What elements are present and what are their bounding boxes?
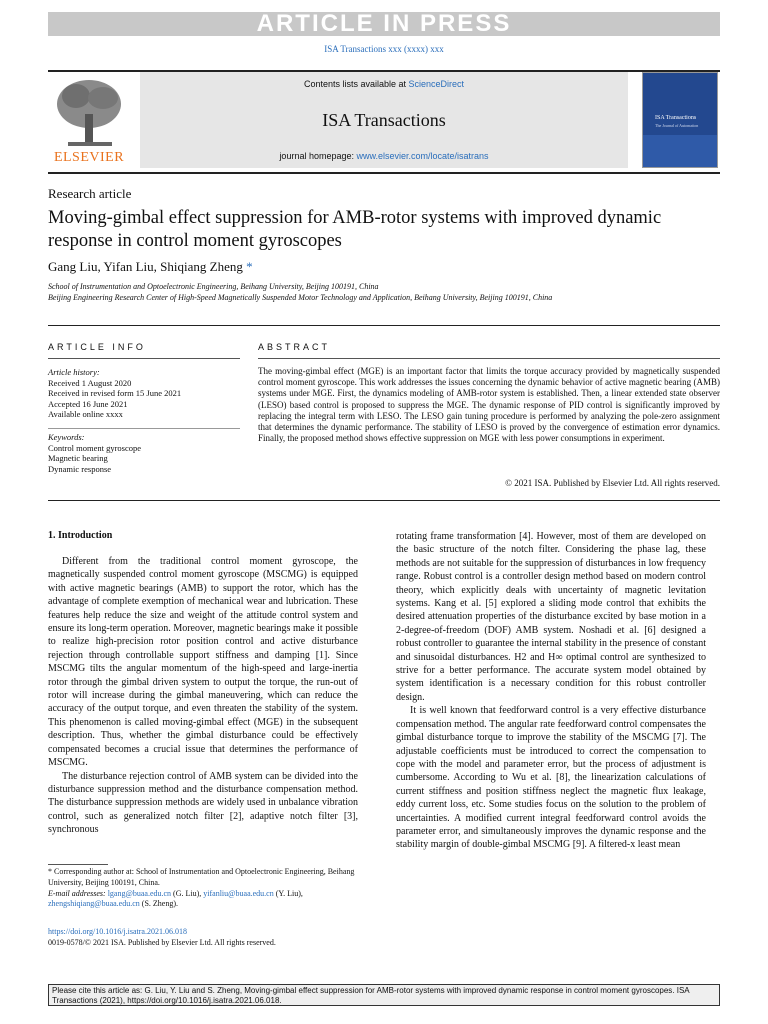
article-info-rule [48, 358, 240, 359]
contents-prefix: Contents lists available at [303, 79, 409, 89]
right-paragraph-2: It is well known that feedforward control is a very effective disturbance compensation method. The angular rate feedforward control compensates the gimbal disturbance torque to improve the stability of the MSCMG [7]. The adjustable coefficients must be introduced to correct the compensation to cope with the model and parameter error, but the process of adjustment is cumbersome. According to Wu et al. [8], the linearization calculations of current stiffness and position stiffness neglect the magnetic flux leakage, eddy current loss, etc. Some studies focus on the solution to the problem of uncertainties. A modified current integral feedforward control avoids the parameter error, and simultaneously improves the dynamic response and the stability margin of double-gimbal MSCMG [9]. A filtered-x least mean [396, 705, 706, 851]
keywords-block [48, 432, 240, 474]
right-paragraph-1: rotating frame transformation [4]. However, most of them are developed on the basic structure of the notch filter. Considering the phase lag, these methods are not suitable for the suppression of disturbances in low frequency range. Robust control is a controller design method based on modern control theory, which explicitly deals with uncertainty of magnetic levitation systems. Kang et al. [5] explored a sliding mode control that exhibits the desired attenuation properties of the disturbance excited by base motion in a 2-degree-of-freedom (DOF) AMB system. Noshadi et al. [6] designed a robust controller to guarantee the internal stability in the presence of constant and sinusoidal disturbances. H2 and H∞ optimal control are synthesized to strive for a better performance. The accurate system model obtained by system identification is a necessary condition for this robust controller design. [396, 531, 706, 703]
corresponding-author-mark[interactable]: * [246, 259, 253, 274]
abstract-divider [48, 500, 720, 501]
email-link-1[interactable]: lgang@buaa.edu.cn [107, 888, 172, 898]
cover-subtitle: The Journal of Automation [655, 123, 699, 128]
header-bottom-rule [48, 172, 720, 174]
online-date: Available online xxxx [48, 409, 123, 419]
article-title: Moving-gimbal effect suppression for AMB-rotor systems with improved dynamic response in control moment gyroscopes [48, 208, 662, 251]
journal-homepage-link[interactable]: www.elsevier.com/locate/isatrans [356, 151, 489, 161]
intro-paragraph-2: The disturbance rejection control of AMB system can be divided into the disturbance suppression method and the disturbance compensation method. The disturbance suppression methods are widely used in unbalance vibration control, such as generalized notch filter [2], adaptive notch filter [3], synchronous [48, 770, 358, 836]
doi-block [48, 926, 276, 948]
article-history [48, 367, 240, 420]
journal-reference-link[interactable]: ISA Transactions xxx (xxxx) xxx [324, 44, 444, 54]
contents-line [140, 79, 628, 89]
intro-paragraph-1: Different from the traditional control moment gyroscope, the magnetically suspended control moment gyroscope (MSCMG) is equipped with active magnetic bearings (AMB) to support the rotor, which has the advantage of complete exemption of mechanical wear and lubrication. These features help reduce the size and weight of the attitude control system and ensure its long-term operation. Moreover, magnetic bearings make it possible to realize high-precision rotor position control and active disturbance rejection through controllable support stiffness and damping [1]. Since MSCMG tilts the angular momentum of the high-speed and large-inertia rotor through the gimbal driven system to output the torque, the run-out of rotor will increase during the gimbal maneuvering, which can reduce the accuracy of the output torque, and even threaten the stability of the system. This phenomenon is called moving-gimbal effect (MGE) in the subsequent description. Thus, whether the gimbal disturbance could be effectively compensated becomes a crucial issue that determines the performance of MSCMG. [48, 556, 358, 769]
right-column [396, 530, 706, 852]
homepage-line [140, 151, 628, 161]
keyword-1: Control moment gyroscope [48, 442, 142, 453]
email-name-3: (S. Zheng). [141, 899, 178, 909]
issn-line: 0019-0578/© 2021 ISA. Published by Elsevier Ltd. All rights reserved. [48, 938, 276, 947]
publisher-name: ELSEVIER [53, 150, 125, 165]
article-info-heading: ARTICLE INFO [48, 342, 146, 352]
article-type: Research article [48, 186, 132, 201]
affiliations [48, 281, 720, 303]
email-name-1: (G. Liu), [173, 888, 202, 898]
article-in-press-banner: ARTICLE IN PRESS [48, 12, 720, 36]
revised-date: Received in revised form 15 June 2021 [48, 388, 182, 398]
footnote [48, 867, 358, 910]
abstract-copyright: © 2021 ISA. Published by Elsevier Ltd. All rights reserved. [505, 478, 720, 488]
journal-title: ISA Transactions [322, 110, 446, 130]
corresponding-author-note: * Corresponding author at: School of Instrumentation and Optoelectronic Engineering, Beihang University, Beijing 100191, China. [48, 867, 355, 887]
keyword-2: Magnetic bearing [48, 453, 108, 463]
email-link-3[interactable]: zhengshiqiang@buaa.edu.cn [48, 899, 140, 909]
affiliation-1: School of Instrumentation and Optoelectronic Engineering, Beihang University, Beijing 100191, China [48, 282, 379, 291]
doi-link[interactable]: https://doi.org/10.1016/j.isatra.2021.06.018 [48, 927, 187, 936]
history-label: Article history: [48, 367, 100, 377]
keywords-label: Keywords: [48, 432, 85, 442]
email-line [48, 889, 358, 911]
info-separator [48, 428, 240, 429]
received-date: Received 1 August 2020 [48, 377, 132, 388]
cover-band [643, 135, 718, 168]
email-link-2[interactable]: yifanliu@buaa.edu.cn [203, 888, 274, 898]
title-divider [48, 325, 720, 326]
cover-title: ISA Transactions [655, 115, 697, 121]
abstract-rule [258, 358, 720, 359]
sciencedirect-link[interactable]: ScienceDirect [408, 79, 465, 89]
introduction-heading: 1. Introduction [48, 530, 113, 541]
authors-text: Gang Liu, Yifan Liu, Shiqiang Zheng [48, 259, 243, 274]
journal-cover-image [642, 72, 718, 168]
left-column [48, 555, 358, 837]
homepage-prefix: journal homepage: [279, 151, 357, 161]
abstract-heading: ABSTRACT [258, 342, 331, 352]
author-list [48, 259, 253, 275]
affiliation-2: Beijing Engineering Research Center of High-Speed Magnetically Suspended Motor Technology and Application, Beihang University, Beijing 100191, China [48, 293, 553, 302]
email-label: E-mail addresses: [48, 888, 106, 898]
footnote-rule [48, 864, 108, 865]
citation-box: Please cite this article as: G. Liu, Y. Liu and S. Zheng, Moving-gimbal effect suppression for AMB-rotor systems with improved dynamic response in control moment gyroscopes. ISA Transactions (2021), https://doi.org/10.1016/j.isatra.2021.06.018. [48, 984, 720, 1006]
abstract-text: The moving-gimbal effect (MGE) is an important factor that limits the torque accuracy provided by magnetically suspended control moment gyroscope. This work addresses the issues concerning the dynamic behavior of active magnetic bearing (AMB) systems under MGE. First, the dynamics modeling of AMB-rotor system is established. Then, a linear extended state observer (LESO) based control is proposed to suppress the MGE. The dynamic response of PID control is significantly improved by replacing the integral term with LESO. The LESO gain tuning procedure is performed by analyzing the pole-zero assignment that determines the dynamic performance. The stability of LESO is proved by the convergence of estimation error dynamics. Finally, the proposed method shows effective suppression on MGE with less power consumptions in experiment. [258, 366, 720, 444]
keyword-3: Dynamic response [48, 463, 112, 474]
email-name-2: (Y. Liu), [275, 888, 303, 898]
accepted-date: Accepted 16 June 2021 [48, 398, 128, 409]
